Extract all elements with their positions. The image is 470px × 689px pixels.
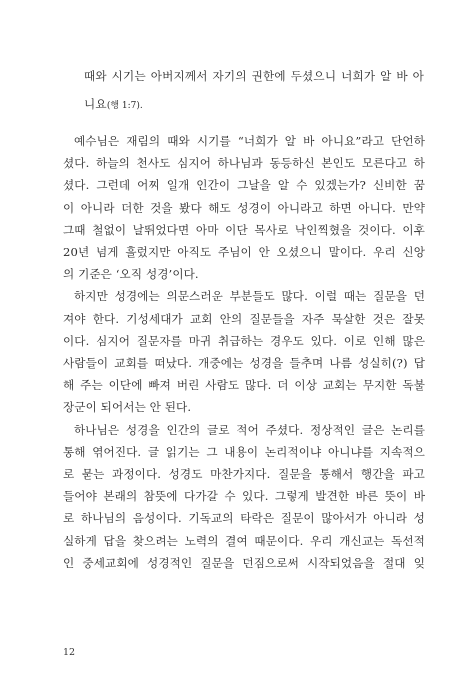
paragraph-2-line-1: 하지만 성경에는 의문스러운 부분들도 많다. 이럴 때는 질문을 던 xyxy=(74,289,425,304)
paragraph-3-line-5: 로 하나님의 음성이다. 기독교의 타락은 질문이 많아서가 아니라 성 xyxy=(63,511,425,526)
quote-line-2-text: 니요 xyxy=(84,97,107,111)
paragraph-3-line-6: 실하게 답을 찾으려는 노력의 결여 때문이다. 우리 개신교는 독선적 xyxy=(63,533,425,548)
paragraph-3-line-2: 통해 엮어진다. 글 읽기는 그 내용이 논리적이냐 아니냐를 지속적으 xyxy=(63,444,425,459)
quote-line-1: 때와 시기는 아버지께서 자기의 권한에 두셨으니 너희가 알 바 아 xyxy=(84,69,424,83)
paragraph-1-line-4: 이 아니라 더한 것을 봤다 해도 성경이 아니라고 하면 아니다. 만약 xyxy=(63,200,425,215)
quote-reference: (행 1:7). xyxy=(106,101,143,111)
paragraph-3-line-1: 하나님은 성경을 인간의 글로 적어 주셨다. 정상적인 글은 논리를 xyxy=(74,422,425,437)
body-text xyxy=(63,130,425,574)
paragraph-1-line-6: 20년 넘게 흘렀지만 아직도 주님이 안 오셨으니 말이다. 우리 신앙 xyxy=(63,245,425,260)
paragraph-2-line-4: 사람들이 교회를 떠났다. 개중에는 성경을 들추며 나름 성실히(?) 답 xyxy=(63,356,425,371)
paragraph-2-line-6: 장군이 되어서는 안 된다. xyxy=(63,400,192,415)
scripture-quote xyxy=(84,62,424,120)
paragraph-1-line-3: 셨다. 그런데 어찌 일개 인간이 그날을 알 수 있겠는가? 신비한 꿈 xyxy=(63,178,425,193)
paragraph-1-line-2: 셨다. 하늘의 천사도 심지어 하나님과 동등하신 본인도 모른다고 하 xyxy=(63,156,425,171)
paragraph-2-line-3: 이다. 심지어 질문자를 마귀 취급하는 경우도 있다. 이로 인해 많은 xyxy=(63,333,425,348)
paragraph-1-line-5: 그때 철없이 날뛰었다면 아마 이단 목사로 낙인찍혔을 것이다. 이후 xyxy=(63,222,425,237)
paragraph-1-line-1: 예수님은 재림의 때와 시기를 “너희가 알 바 아니요”라고 단언하 xyxy=(74,134,425,148)
paragraph-1-line-7: 의 기준은 ‘오직 성경’이다. xyxy=(63,267,199,282)
page-number: 12 xyxy=(63,647,76,658)
paragraph-2-line-2: 져야 한다. 기성세대가 교회 안의 질문들을 자주 묵살한 것은 잘못 xyxy=(63,311,425,326)
paragraph-2-line-5: 해 주는 이단에 빠져 버린 사람도 많다. 더 이상 교회는 무지한 독불 xyxy=(63,378,425,393)
paragraph-3-line-4: 들어야 본래의 참뜻에 다가갈 수 있다. 그렇게 발견한 바른 뜻이 바 xyxy=(63,489,425,504)
quote-line-2 xyxy=(84,90,424,120)
paragraph-3-line-3: 로 묻는 과정이다. 성경도 마찬가지다. 질문을 통해서 행간을 파고 xyxy=(63,467,425,482)
paragraph-3-line-7: 인 중세교회에 성경적인 질문을 던짐으로써 시작되었음을 절대 잊 xyxy=(63,555,425,570)
